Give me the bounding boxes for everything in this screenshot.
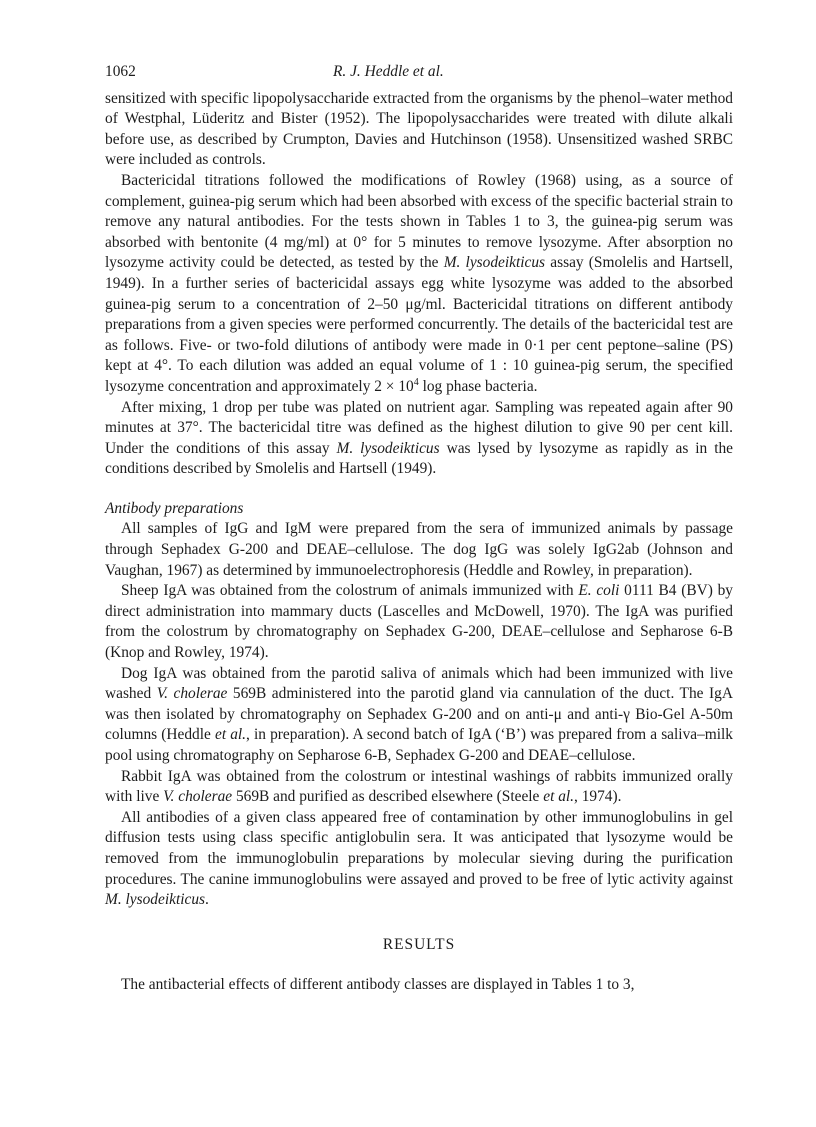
results-paragraph-1: The antibacterial effects of different antibody classes are displayed in Tables 1 to 3, (121, 976, 635, 994)
antibody-paragraph-5: All antibodies of a given class appeared free of contamination by other immunoglobulins in gel diffusion tests using class specific antiglobulin sera. It was anticipated that lysozyme would be removed from the immunoglobulin preparations by molecular sieving during the purification procedures. The canine immunoglobulins were assayed and proved to be free of lytic activity against M. lysodeikticus. (105, 808, 733, 909)
running-head: R. J. Heddle et al. (333, 63, 444, 80)
antibody-paragraph-1: All samples of IgG and IgM were prepared from the sera of immunized animals by passage through Sephadex G-200 and DEAE–cellulose. The dog IgG was solely IgG2ab (Johnson and Vaughan, 1967) as determined by immunoelectrophoresis (Heddle and Rowley, in preparation). (105, 520, 733, 579)
methods-paragraph-2: Bactericidal titrations followed the modifications of Rowley (1968) using, as a source of complement, guinea-pig serum which had been absorbed with excess of the specific bacterial strain to remove any natural antibodies. For the tests shown in Tables 1 to 3, the guinea-pig serum was absorbed with bentonite (4 mg/ml) at 0° for 5 minutes to remove lysozyme. After absorption no lysozyme activity could be detected, as tested by the M. lysodeikticus assay (Smolelis and Hartsell, 1949). In a further series of bactericidal assays egg white lysozyme was added to the absorbed guinea-pig serum to a concentration of 2–50 μg/ml. Bactericidal titrations on different antibody preparations from a given species were performed concurrently. The details of the bactericidal test are as follows. Five- or two-fold dilutions of antibody were made in 0·1 per cent peptone–saline (PS) kept at 4°. To each dilution was added an equal volume of 1 : 10 guinea-pig serum, the specified lysozyme concentration and approximately $2 \times 10^4$ log phase bacteria. (105, 171, 733, 395)
page-number: 1062 (105, 63, 136, 80)
methods-paragraph-3: After mixing, 1 drop per tube was plated on nutrient agar. Sampling was repeated again after 90 minutes at 37°. The bactericidal titre was defined as the highest dilution to give 90 per cent kill. Under the conditions of this assay M. lysodeikticus was lysed by lysozyme as rapidly as in the conditions described by Smolelis and Hartsell (1949). (105, 398, 734, 478)
antibody-paragraph-2: Sheep IgA was obtained from the colostrum of animals immunized with E. coli 0111 B4 (BV) by direct administration into mammary ducts (Lascelles and McDowell, 1970). The IgA was purified from the colostrum by chromatography on Sephadex G-200, DEAE–cellulose and Sepharose 6-B (Knop and Rowley, 1974). (105, 582, 733, 662)
antibody-paragraph-4: Rabbit IgA was obtained from the colostrum or intestinal washings of rabbits immunized orally with live V. cholerae 569B and purified as described elsewhere (Steele et al., 1974). (105, 767, 733, 806)
antibody-paragraph-3: Dog IgA was obtained from the parotid saliva of animals which had been immunized with live washed V. cholerae 569B administered into the parotid gland via cannulation of the duct. The IgA was then isolated by chromatography on Sephadex G-200 and on anti-μ and anti-γ Bio-Gel A-50m columns (Heddle et al., in preparation). A second batch of IgA (‘B’) was prepared from a saliva–milk pool using chromatography on Sepharose 6-B, Sephadex G-200 and DEAE–cellulose. (105, 664, 734, 764)
page (105, 62, 733, 996)
methods-paragraph-1: sensitized with specific lipopolysaccharide extracted from the organisms by the phenol–water method of Westphal, Lüderitz and Bister (1952). The lipopolysaccharides were treated with dilute alkali before use, as described by Crumpton, Davies and Hutchinson (1958). Unsensitized washed SRBC were included as controls. (105, 89, 733, 169)
page-header (105, 62, 733, 83)
section-heading-results: RESULTS (382, 935, 456, 953)
section-heading-antibody-preparations: Antibody preparations (105, 499, 244, 517)
